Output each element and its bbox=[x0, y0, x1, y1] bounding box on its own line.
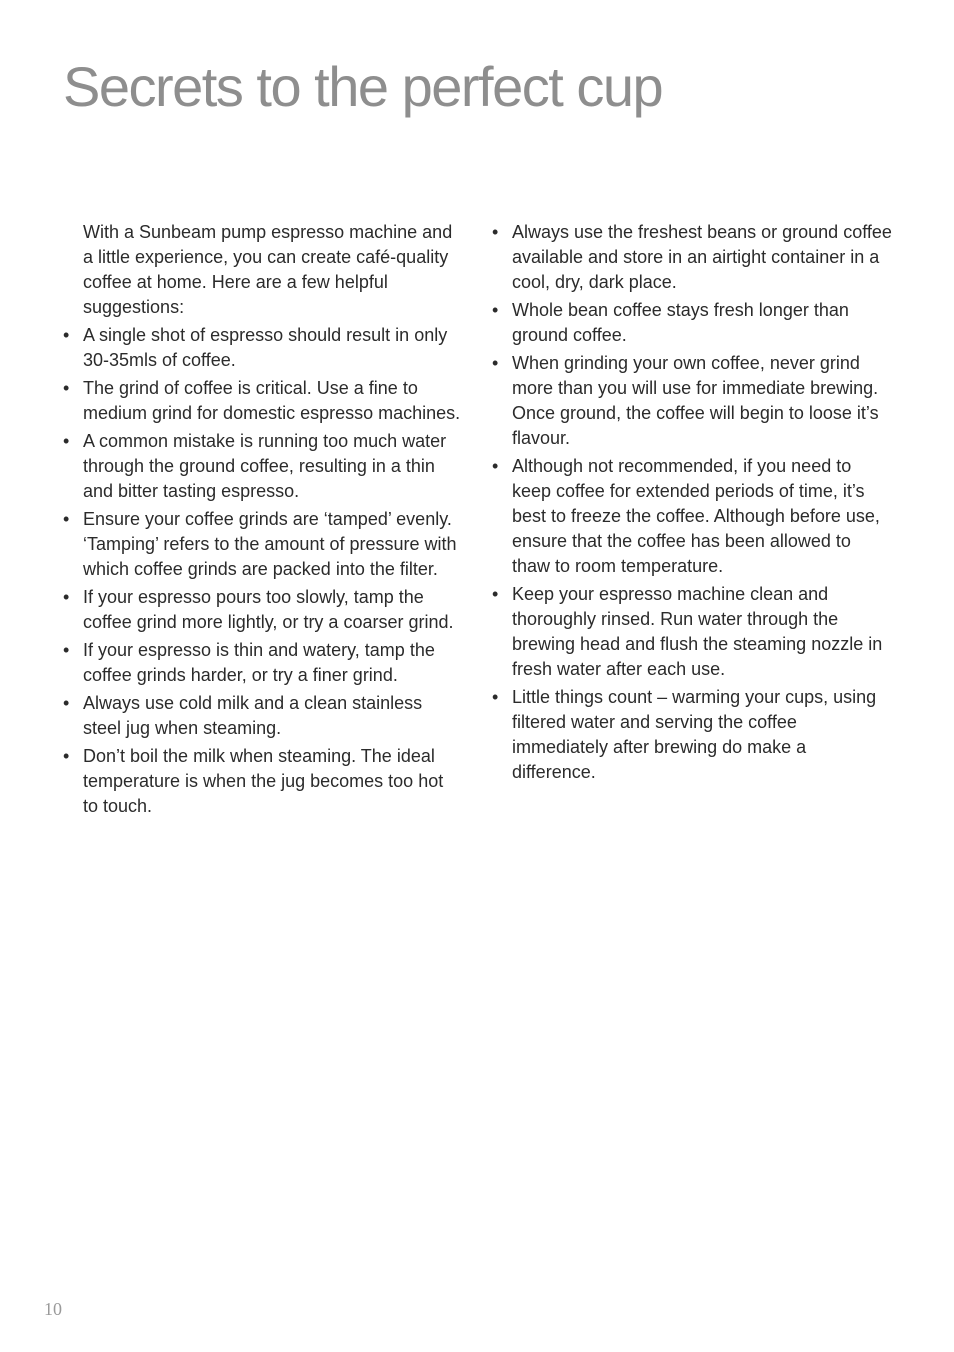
intro-paragraph: With a Sunbeam pump espresso machine and a little experience, you can create café-quality coffee at home. Here are a few helpful suggestions: bbox=[83, 222, 453, 317]
list-item bbox=[63, 585, 463, 635]
list-item-text: Whole bean coffee stays fresh longer than ground coffee. bbox=[512, 300, 849, 345]
list-item bbox=[63, 507, 463, 582]
bullet-icon: • bbox=[492, 300, 499, 320]
list-item-text: Don’t boil the milk when steaming. The ideal temperature is when the jug becomes too hot to touch. bbox=[83, 746, 444, 816]
list-item-text: Little things count – warming your cups, using filtered water and serving the coffee immediately after brewing do make a difference. bbox=[512, 687, 877, 782]
tips-list-left bbox=[63, 323, 463, 819]
list-item-text: The grind of coffee is critical. Use a fine to medium grind for domestic espresso machines. bbox=[83, 378, 461, 423]
list-item bbox=[63, 691, 463, 741]
list-item bbox=[63, 323, 463, 373]
list-item-text: Always use cold milk and a clean stainless steel jug when steaming. bbox=[83, 693, 423, 738]
list-item bbox=[492, 351, 892, 451]
list-item-text: A common mistake is running too much water through the ground coffee, resulting in a thin and bitter tasting espresso. bbox=[83, 431, 447, 501]
list-item bbox=[63, 744, 463, 819]
list-item-text: Keep your espresso machine clean and thoroughly rinsed. Run water through the brewing head and flush the steaming nozzle in fresh water after each use. bbox=[512, 584, 883, 679]
list-item-text: A single shot of espresso should result in only 30-35mls of coffee. bbox=[83, 325, 448, 370]
list-item bbox=[492, 220, 892, 295]
right-column bbox=[492, 220, 892, 788]
bullet-icon: • bbox=[492, 456, 499, 476]
bullet-icon: • bbox=[492, 584, 499, 604]
bullet-icon: • bbox=[63, 325, 70, 345]
list-item-text: Always use the freshest beans or ground coffee available and store in an airtight container in a cool, dry, dark place. bbox=[512, 222, 892, 292]
list-item-text: Although not recommended, if you need to keep coffee for extended periods of time, it’s best to freeze the coffee. Although before use, ensure that the coffee has been allowed to thaw to room temperature. bbox=[512, 456, 880, 576]
list-item bbox=[63, 376, 463, 426]
bullet-icon: • bbox=[63, 378, 70, 398]
page-title: Secrets to the perfect cup bbox=[63, 55, 663, 118]
page-number: 10 bbox=[44, 1299, 62, 1319]
bullet-icon: • bbox=[63, 587, 70, 607]
bullet-icon: • bbox=[63, 431, 70, 451]
list-item bbox=[492, 685, 892, 785]
list-item-text: Ensure your coffee grinds are ‘tamped’ evenly. ‘Tamping’ refers to the amount of pressure with which coffee grinds are packed into the filter. bbox=[83, 509, 457, 579]
list-item-text: When grinding your own coffee, never grind more than you will use for immediate brewing. Once ground, the coffee will begin to loose it’s flavour. bbox=[512, 353, 879, 448]
bullet-icon: • bbox=[63, 693, 70, 713]
tips-list-right bbox=[492, 220, 892, 785]
bullet-icon: • bbox=[63, 640, 70, 660]
list-item bbox=[63, 429, 463, 504]
bullet-icon: • bbox=[492, 353, 499, 373]
bullet-icon: • bbox=[492, 687, 499, 707]
bullet-icon: • bbox=[492, 222, 499, 242]
bullet-icon: • bbox=[63, 509, 70, 529]
list-item-text: If your espresso pours too slowly, tamp the coffee grind more lightly, or try a coarser grind. bbox=[83, 587, 454, 632]
list-item bbox=[63, 638, 463, 688]
list-item bbox=[492, 454, 892, 579]
bullet-icon: • bbox=[63, 746, 70, 766]
left-column bbox=[63, 220, 463, 822]
list-item bbox=[492, 582, 892, 682]
list-item-text: If your espresso is thin and watery, tamp the coffee grinds harder, or try a finer grind. bbox=[83, 640, 435, 685]
list-item bbox=[492, 298, 892, 348]
